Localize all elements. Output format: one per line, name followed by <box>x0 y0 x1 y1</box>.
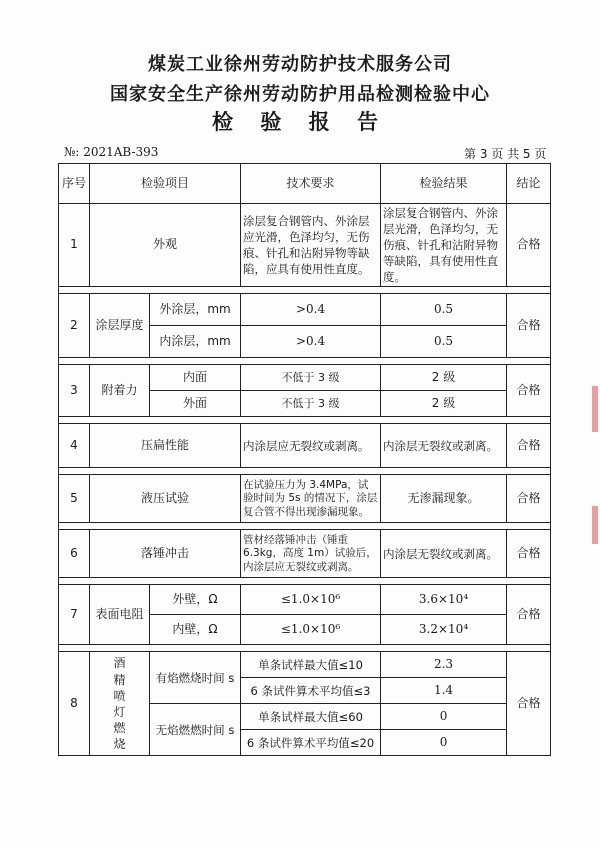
row7-sub2: 内壁，Ω <box>150 615 241 645</box>
row7-res1: 3.6×10⁴ <box>381 585 507 615</box>
row8-conclusion: 合格 <box>507 652 551 756</box>
row8-res1: 2.3 <box>381 652 507 678</box>
row4-seq: 4 <box>59 424 90 468</box>
row2-req1: >0.4 <box>241 294 381 326</box>
inspection-table <box>58 163 551 756</box>
header-requirement: 技术要求 <box>241 164 381 204</box>
row4-item: 压扁性能 <box>90 424 241 468</box>
row3-item: 附着力 <box>90 365 150 417</box>
row8-seq: 8 <box>59 652 90 756</box>
row-separator <box>59 417 551 424</box>
table-row <box>59 652 551 678</box>
row2-res2: 0.5 <box>381 326 507 358</box>
row1-item: 外观 <box>90 204 241 287</box>
seal-edge-mark <box>592 506 598 544</box>
row8-req4: 6 条试件算术平均值≤20 <box>241 730 381 756</box>
row1-result: 涂层复合钢管内、外涂层光滑，色泽均匀，无伤痕、针孔和沾附异物等缺陷，具有使用性直度。 <box>381 204 507 287</box>
row8-item <box>90 652 150 756</box>
row6-conclusion: 合格 <box>507 530 551 578</box>
row-separator <box>59 468 551 475</box>
row8-res3: 0 <box>381 704 507 730</box>
table-row <box>59 204 551 287</box>
row2-res1: 0.5 <box>381 294 507 326</box>
row-separator <box>59 287 551 294</box>
row5-seq: 5 <box>59 475 90 523</box>
header-seq: 序号 <box>59 164 90 204</box>
table-row <box>59 530 551 578</box>
row7-sub1: 外壁，Ω <box>150 585 241 615</box>
row2-sub2: 内涂层，mm <box>150 326 241 358</box>
row8-item-text: 酒精喷灯燃烧 <box>113 656 126 752</box>
row-separator <box>59 358 551 365</box>
row7-item: 表面电阻 <box>90 585 150 645</box>
org-name-line2: 国家安全生产徐州劳动防护用品检测检验中心 <box>110 84 490 105</box>
row8-group1: 有焰燃烧时间 s <box>150 652 241 704</box>
table-row <box>59 365 551 391</box>
row1-requirement: 涂层复合钢管内、外涂层应光滑，色泽均匀，无伤痕、针孔和沾附异物等缺陷，应具有使用性直度。 <box>241 204 381 287</box>
header-conclusion: 结论 <box>507 164 551 204</box>
row5-item: 液压试验 <box>90 475 241 523</box>
row7-res2: 3.2×10⁴ <box>381 615 507 645</box>
report-title: 检 验 报 告 <box>212 110 388 134</box>
row2-conclusion: 合格 <box>507 294 551 358</box>
report-number: №: 2021AB-393 <box>64 145 159 159</box>
table-row <box>59 585 551 615</box>
row5-conclusion: 合格 <box>507 475 551 523</box>
row7-req2: ≤1.0×10⁶ <box>241 615 381 645</box>
row1-conclusion: 合格 <box>507 204 551 287</box>
row3-sub1: 内面 <box>150 365 241 391</box>
page-info: 第 3 页 共 5 页 <box>464 147 547 161</box>
row5-result: 无渗漏现象。 <box>381 475 507 523</box>
row7-conclusion: 合格 <box>507 585 551 645</box>
row8-req1: 单条试样最大值≤10 <box>241 652 381 678</box>
row2-item: 涂层厚度 <box>90 294 150 358</box>
table-row <box>59 475 551 523</box>
row8-req2: 6 条试件算术平均值≤3 <box>241 678 381 704</box>
row6-item: 落锤冲击 <box>90 530 241 578</box>
row-separator <box>59 578 551 585</box>
table-row <box>59 294 551 326</box>
row3-res2: 2 级 <box>381 391 507 417</box>
row3-conclusion: 合格 <box>507 365 551 417</box>
row3-seq: 3 <box>59 365 90 417</box>
header-result: 检验结果 <box>381 164 507 204</box>
row2-req2: >0.4 <box>241 326 381 358</box>
row7-seq: 7 <box>59 585 90 645</box>
row4-requirement: 内涂层应无裂纹或剥离。 <box>241 424 381 468</box>
row-separator <box>59 523 551 530</box>
table-row <box>59 424 551 468</box>
row2-seq: 2 <box>59 294 90 358</box>
row8-res2: 1.4 <box>381 678 507 704</box>
row2-sub1: 外涂层，mm <box>150 294 241 326</box>
row6-seq: 6 <box>59 530 90 578</box>
row3-sub2: 外面 <box>150 391 241 417</box>
row6-result: 内涂层无裂纹或剥离。 <box>381 530 507 578</box>
org-name-line1: 煤炭工业徐州劳动防护技术服务公司 <box>148 54 452 75</box>
row8-res4: 0 <box>381 730 507 756</box>
header-item: 检验项目 <box>90 164 241 204</box>
row4-result: 内涂层无裂纹或剥离。 <box>381 424 507 468</box>
row1-seq: 1 <box>59 204 90 287</box>
row-separator <box>59 645 551 652</box>
row3-res1: 2 级 <box>381 365 507 391</box>
row8-req3: 单条试样最大值≤60 <box>241 704 381 730</box>
row3-req2: 不低于 3 级 <box>241 391 381 417</box>
row8-group2: 无焰燃燃时间 s <box>150 704 241 756</box>
row4-conclusion: 合格 <box>507 424 551 468</box>
row7-req1: ≤1.0×10⁶ <box>241 585 381 615</box>
row5-requirement: 在试验压力为 3.4MPa，试验时间为 5s 的情况下，涂层复合管不得出现渗漏现象。 <box>241 475 381 523</box>
table-header-row <box>59 164 551 204</box>
row3-req1: 不低于 3 级 <box>241 365 381 391</box>
seal-edge-mark <box>592 386 598 432</box>
row6-requirement: 管材经落锤冲击（锤重 6.3kg，高度 1m）试验后，内涂层应无裂纹或剥离。 <box>241 530 381 578</box>
